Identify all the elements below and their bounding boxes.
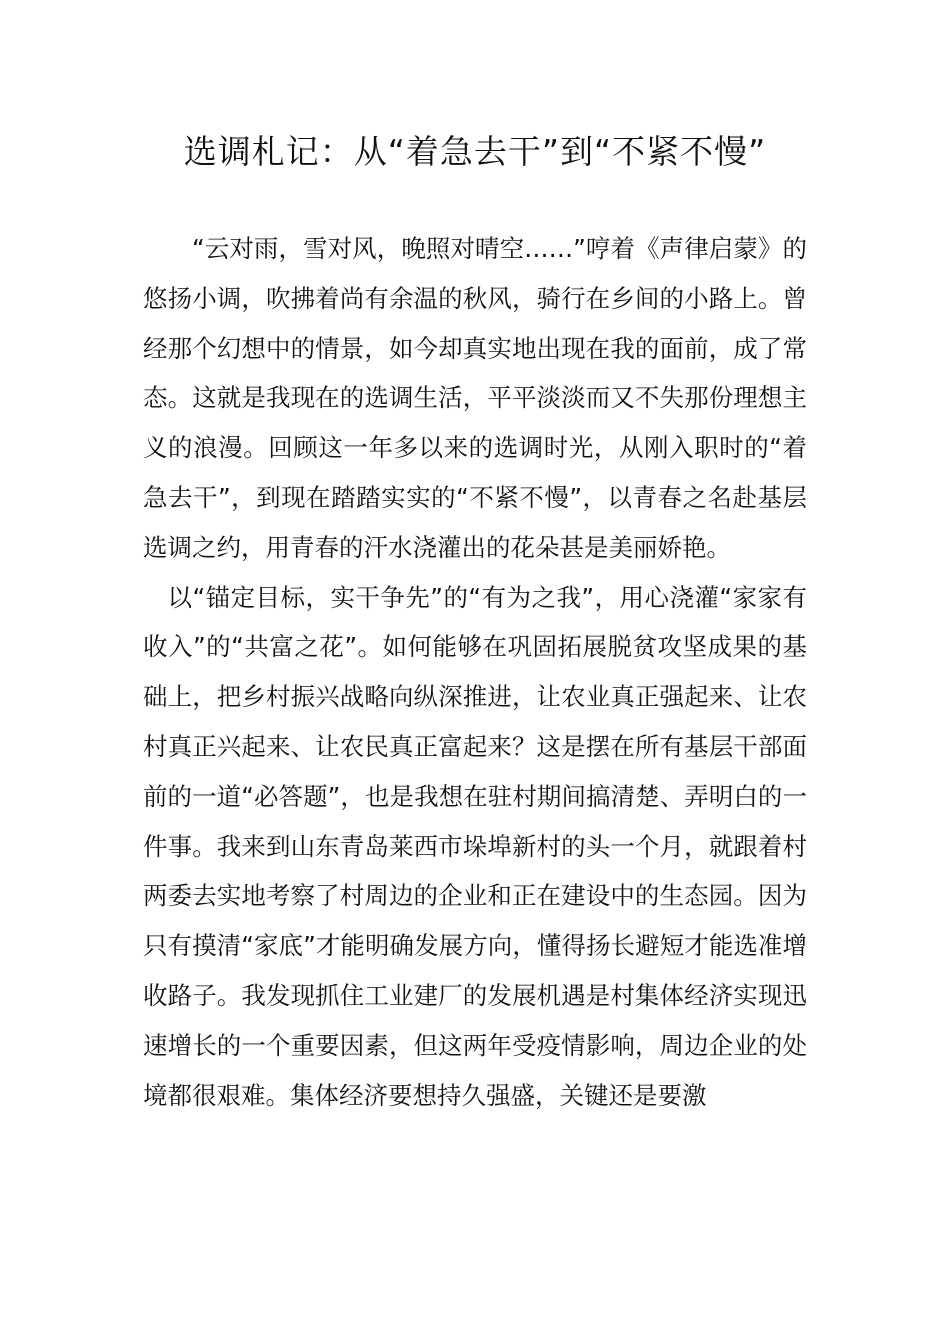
document-body [143,224,807,1120]
paragraph: 以“锚定目标，实干争先”的“有为之我”，用心浇灌“家家有收入”的“共富之花”。如何能够在巩固拓展脱贫攻坚成果的基础上，把乡村振兴战略向纵深推进，让农业真正强起来、让农村真正兴起来、让农民真正富起来？这是摆在所有基层干部面前的一道“必答题”，也是我想在驻村期间搞清楚、弄明白的一件事。我来到山东青岛莱西市垛埠新村的头一个月，就跟着村两委去实地考察了村周边的企业和正在建设中的生态园。因为只有摸清“家底”才能明确发展方向，懂得扬长避短才能选准增收路子。我发现抓住工业建厂的发展机遇是村集体经济实现迅速增长的一个重要因素，但这两年受疫情影响，周边企业的处境都很艰难。集体经济要想持久强盛，关键还是要激 [143,582,807,1110]
document-title: 选调札记：从“着急去干”到“不紧不慢” [183,132,767,171]
paragraph: “云对雨，雪对风，晚照对晴空……”哼着《声律启蒙》的悠扬小调，吹拂着尚有余温的秋风，骑行在乡间的小路上。曾经那个幻想中的情景，如今却真实地出现在我的面前，成了常态。这就是我现在的选调生活，平平淡淡而又不失那份理想主义的浪漫。回顾这一年多以来的选调时光，从刚入职时的“着急去干”，到现在踏踏实实的“不紧不慢”，以青春之名赴基层选调之约，用青春的汗水浇灌出的花朵甚是美丽娇艳。 [143,234,807,562]
